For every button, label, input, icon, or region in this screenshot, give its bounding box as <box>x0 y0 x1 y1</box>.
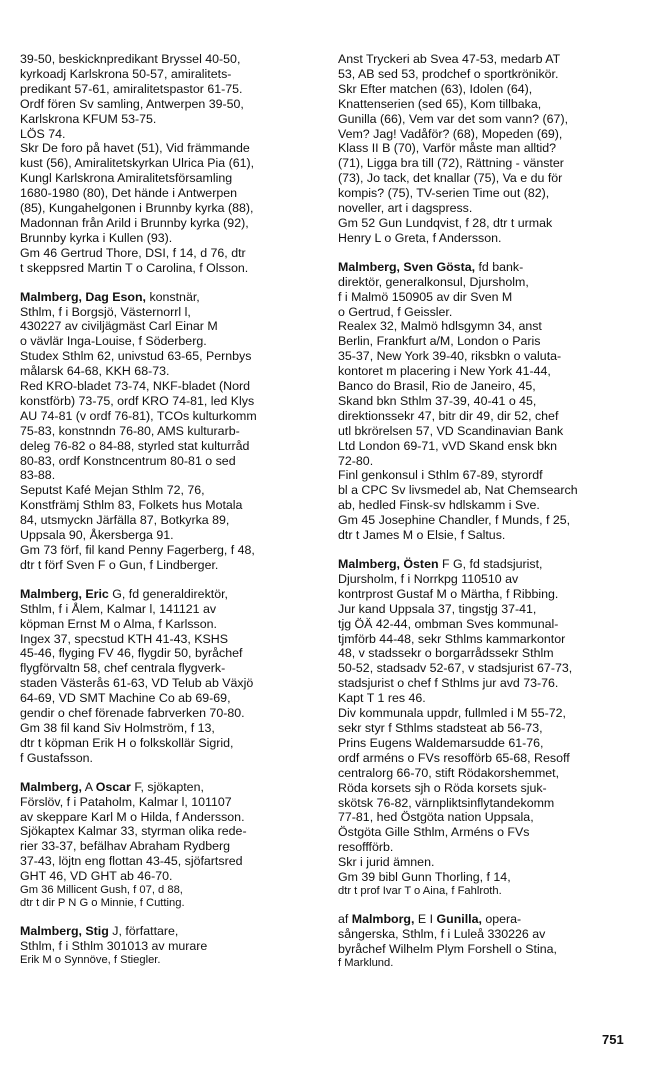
text-line: sångerska, Sthlm, f i Luleå 330226 av <box>338 927 546 942</box>
text-line: kust (56), Amiralitetskyrkan Ulrica Pia (61), <box>20 156 255 171</box>
entry-title: F G, fd stadsjurist, <box>438 557 543 571</box>
right-column <box>338 52 634 984</box>
entry-name: Malmberg, Sven Gösta, <box>338 259 476 274</box>
text-line: centralorg 66-70, stift Rödakorshemmet, <box>338 765 560 780</box>
entry-name: Malmberg, <box>20 779 82 794</box>
text-line: 45-46, flyging FV 46, flygdir 50, byråchef <box>20 646 243 661</box>
text-line: 430227 av civiljägmäst Carl Einar M <box>20 319 218 334</box>
text-line: direktionssekr 47, bitr dir 49, dir 52, chef <box>338 408 559 423</box>
text-line: dtr t James M o Elsie, f Saltus. <box>338 528 506 543</box>
text-line: sekr styr f Sthlms stadsteat ab 56-73, <box>338 720 543 735</box>
entry-initials: E I <box>414 912 437 927</box>
text-line: ab, hedled Finsk-sv hdlskamm i Sve. <box>338 498 540 513</box>
text-line: Kapt T 1 res 46. <box>338 691 426 706</box>
entry-heading <box>20 290 316 305</box>
text-line: t skeppsred Martin T o Carolina, f Olsson. <box>20 260 249 275</box>
text-line: Banco do Brasil, Rio de Janeiro, 45, <box>338 379 536 394</box>
text-line: Prins Eugens Waldemarsudde 61-76, <box>338 735 544 750</box>
text-line: f Marklund. <box>338 956 394 969</box>
text-line: Röda korsets sjh o Röda korsets sjuk- <box>338 780 547 795</box>
entry-initials: A <box>81 779 96 794</box>
text-line: Studex Sthlm 62, univstud 63-65, Pernbys <box>20 349 252 364</box>
text-line: Gm 46 Gertrud Thore, DSI, f 14, d 76, dtr <box>20 245 246 260</box>
text-line: byråchef Wilhelm Plym Forshell o Stina, <box>338 941 557 956</box>
text-line: köpman Ernst M o Alma, f Karlsson. <box>20 616 217 631</box>
text-line: gendir o chef förenade fabrverken 70-80. <box>20 706 245 721</box>
text-line: Gm 39 bibl Gunn Thorling, f 14, <box>338 870 511 885</box>
entry-title: opera- <box>481 912 522 927</box>
entry-heading <box>20 924 316 939</box>
text-line: f i Malmö 150905 av dir Sven M <box>338 289 513 304</box>
text-line: Östgöta Gille Sthlm, Arméns o FVs <box>338 825 530 840</box>
text-line: GHT 46, VD GHT ab 46-70. <box>20 869 173 884</box>
entry-name: Malmberg, Stig <box>20 924 109 939</box>
text-line: Skr Efter matchen (63), Idolen (64), <box>338 81 533 96</box>
entry-dag-eson-malmberg <box>20 290 316 573</box>
text-line: 1680-1980 (80), Det hände i Antwerpen <box>20 186 237 201</box>
text-line: 64-69, VD SMT Machine Co ab 69-69, <box>20 691 231 706</box>
entry-heading <box>338 260 634 275</box>
text-line: Gm 38 fil kand Siv Holmström, f 13, <box>20 720 215 735</box>
text-line: 37-43, löjtn eng flottan 43-45, sjöfartsred <box>20 854 243 869</box>
text-line: tjg ÖÄ 42-44, ombman Sves kommunal- <box>338 616 559 631</box>
entry-call-name: Gunilla, <box>436 912 482 927</box>
entry-title: J, författare, <box>108 924 179 939</box>
text-line: Gm 52 Gun Lundqvist, f 28, dtr t urmak <box>338 215 553 230</box>
text-line: Brunnby kyrka i Kullen (93). <box>20 230 173 245</box>
text-line: utl bkrörelsen 57, VD Scandinavian Bank <box>338 423 564 438</box>
text-line: stadsjurist o chef f Sthlms jur avd 73-76. <box>338 676 559 691</box>
text-line: (85), Kungahelgonen i Brunnby kyrka (88), <box>20 201 254 216</box>
entry-continuation <box>20 52 316 276</box>
text-line: Red KRO-bladet 73-74, NKF-bladet (Nord <box>20 379 251 394</box>
text-line: Erik M o Synnöve, f Stiegler. <box>20 954 161 967</box>
text-line: Ordf fören Sv samling, Antwerpen 39-50, <box>20 96 244 111</box>
text-line: (73), Jo tack, det knallar (75), Va e du för <box>338 171 563 186</box>
entry-title: F, sjökapten, <box>130 779 204 794</box>
text-line: 72-80. <box>338 453 374 468</box>
text-line: skötsk 76-82, värnpliktsinflytandekomm <box>338 795 555 810</box>
text-line: målarsk 64-68, KKH 68-73. <box>20 364 170 379</box>
entry-name: Malmborg, <box>351 912 415 927</box>
text-line: flygförvaltn 58, chef centrala flygverk- <box>20 661 226 676</box>
entry-name: Malmberg, Östen <box>338 557 439 571</box>
text-line: staden Västerås 61-63, VD Telub ab Växjö <box>20 676 254 691</box>
entry-title: fd bank- <box>475 259 524 274</box>
text-line: Skr i jurid ämnen. <box>338 855 435 870</box>
left-column <box>20 52 316 981</box>
text-line: Jur kand Uppsala 37, tingstjg 37-41, <box>338 601 537 616</box>
text-line: Finl genkonsul i Sthlm 67-89, styrordf <box>338 468 543 483</box>
text-line: Anst Tryckeri ab Svea 47-53, medarb AT <box>338 52 561 66</box>
entry-name: Malmberg, Dag Eson, <box>20 289 146 304</box>
text-line: dtr t förf Sven F o Gun, f Lindberger. <box>20 557 219 572</box>
text-line: rier 33-37, befälhav Abraham Rydberg <box>20 839 231 854</box>
entry-heading <box>20 587 316 602</box>
text-line: Gm 73 förf, fil kand Penny Fagerberg, f 48, <box>20 543 255 557</box>
text-line: kompis? (75), TV-serien Time out (82), <box>338 186 550 201</box>
entry-heading <box>20 780 316 795</box>
text-line: Vem? Jag! Vadåför? (68), Mopeden (69), <box>338 126 563 141</box>
text-line: predikant 57-61, amiralitetspastor 61-75. <box>20 81 243 96</box>
entry-eric-malmberg <box>20 587 316 766</box>
text-line: Seputst Kafé Mejan Sthlm 72, 76, <box>20 483 205 498</box>
text-line: resoffförb. <box>338 840 394 855</box>
text-line: Klass II B (70), Varför måste man alltid? <box>338 141 557 156</box>
text-line: dtr t prof Ivar T o Aina, f Fahlroth. <box>338 884 502 897</box>
text-line: Kungl Karlskrona Amiralitetsförsamling <box>20 171 233 186</box>
text-line: 75-83, konstnndn 76-80, AMS kulturarb- <box>20 423 240 438</box>
text-line: 50-52, stadsadv 52-67, v stadsjurist 67-73, <box>338 661 573 676</box>
text-line: Konstfrämj Sthlm 83, Folkets hus Motala <box>20 498 243 513</box>
text-line: kyrkoadj Karlskrona 50-57, amiralitets- <box>20 66 232 81</box>
entry-stig-malmberg <box>20 924 316 967</box>
text-line: deleg 76-82 o 84-88, styrled stat kulturråd <box>20 438 250 453</box>
text-line: bl a CPC Sv livsmedel ab, Nat Chemsearch <box>338 483 578 498</box>
text-line: Förslöv, f i Pataholm, Kalmar l, 101107 <box>20 794 232 809</box>
entry-prefix: af <box>338 912 352 927</box>
text-line: Div kommunala uppdr, fullmled i M 55-72, <box>338 706 566 721</box>
text-line: 83-88. <box>20 468 56 483</box>
text-line: Skr De foro på havet (51), Vid främmande <box>20 141 250 156</box>
entry-name: Malmberg, Eric <box>20 586 109 601</box>
text-line: Gm 36 Millicent Gush, f 07, d 88, <box>20 884 183 897</box>
text-line: f Gustafsson. <box>20 750 94 765</box>
text-line: 35-37, New York 39-40, riksbkn o valuta- <box>338 349 562 364</box>
entry-oscar-malmberg <box>20 780 316 911</box>
entry-heading <box>338 557 634 572</box>
page-number: 751 <box>602 1032 624 1047</box>
text-line: konstförb) 73-75, ordf KRO 74-81, led Klys <box>20 393 255 408</box>
entry-title: konstnär, <box>146 289 200 304</box>
text-line: Berlin, Frankfurt a/M, London o Paris <box>338 334 541 349</box>
text-line: (71), Ligga bra till (72), Rättning - vänster <box>338 156 564 171</box>
text-line: Skand bkn Sthlm 37-39, 40-41 o 45, <box>338 393 537 408</box>
text-line: Gm 45 Josephine Chandler, f Munds, f 25, <box>338 513 571 528</box>
text-line: 84, utsmyckn Järfälla 87, Botkyrka 89, <box>20 513 230 528</box>
entry-call-name: Oscar <box>95 779 131 794</box>
text-line: Djursholm, f i Norrkpg 110510 av <box>338 571 519 586</box>
text-line: 39-50, beskicknpredikant Bryssel 40-50, <box>20 52 241 66</box>
entry-title: G, fd generaldirektör, <box>108 586 228 601</box>
text-line: o vävlär Inga-Louise, f Söderberg. <box>20 334 207 349</box>
text-line: ordf arméns o FVs resofförb 65-68, Resoff <box>338 750 570 765</box>
entry-gunilla-af-malmborg <box>338 912 634 970</box>
text-line: Madonnan från Arild i Brunnby kyrka (92), <box>20 215 249 230</box>
text-line: Sthlm, f i Borgsjö, Västernorrl l, <box>20 304 191 319</box>
text-line: o Gertrud, f Geissler. <box>338 304 453 319</box>
text-line: Henry L o Greta, f Andersson. <box>338 230 502 245</box>
text-line: Knattenserien (sed 65), Kom tillbaka, <box>338 96 542 111</box>
text-line: Sthlm, f i Ålem, Kalmar l, 141121 av <box>20 601 217 616</box>
text-line: dtr t dir P N G o Minnie, f Cutting. <box>20 897 185 910</box>
entry-sven-gosta-malmberg <box>338 260 634 543</box>
text-line: 77-81, hed Östgöta nation Uppsala, <box>338 810 534 825</box>
text-line: Sthlm, f i Sthlm 301013 av murare <box>20 939 208 954</box>
text-line: Ltd London 69-71, vVD Skand ensk bkn <box>338 438 558 453</box>
text-line: Sjökaptex Kalmar 33, styrman olika rede- <box>20 824 247 839</box>
text-line: noveller, art i dagspress. <box>338 201 473 216</box>
text-line: Gunilla (66), Vem var det som vann? (67), <box>338 111 569 126</box>
text-line: av skeppare Karl M o Hilda, f Andersson. <box>20 809 245 824</box>
entry-osten-malmberg <box>338 557 634 898</box>
text-line: 53, AB sed 53, prodchef o sportkrönikör. <box>338 66 559 81</box>
text-line: AU 74-81 (v ordf 76-81), TCOs kulturkomm <box>20 408 257 423</box>
text-line: Ingex 37, specstud KTH 41-43, KSHS <box>20 631 228 646</box>
entry-heading <box>338 912 634 927</box>
text-line: 80-83, ordf Konstncentrum 80-81 o sed <box>20 453 236 468</box>
text-line: direktör, generalkonsul, Djursholm, <box>338 274 529 289</box>
text-line: Uppsala 90, Åkersberga 91. <box>20 528 174 543</box>
text-line: kontrprost Gustaf M o Märtha, f Ribbing. <box>338 586 559 601</box>
text-line: Realex 32, Malmö hdlsgymn 34, anst <box>338 319 542 334</box>
text-line: kontoret m placering i New York 41-44, <box>338 364 551 379</box>
entry-continuation <box>338 52 634 246</box>
text-line: dtr t köpman Erik H o folkskollär Sigrid, <box>20 735 234 750</box>
text-line: tjmförb 44-48, sekr Sthlms kammarkontor <box>338 631 566 646</box>
text-line: LÖS 74. <box>20 126 66 141</box>
text-line: Karlskrona KFUM 53-75. <box>20 111 157 126</box>
text-line: 48, v stadssekr o borgarrådssekr Sthlm <box>338 646 554 661</box>
